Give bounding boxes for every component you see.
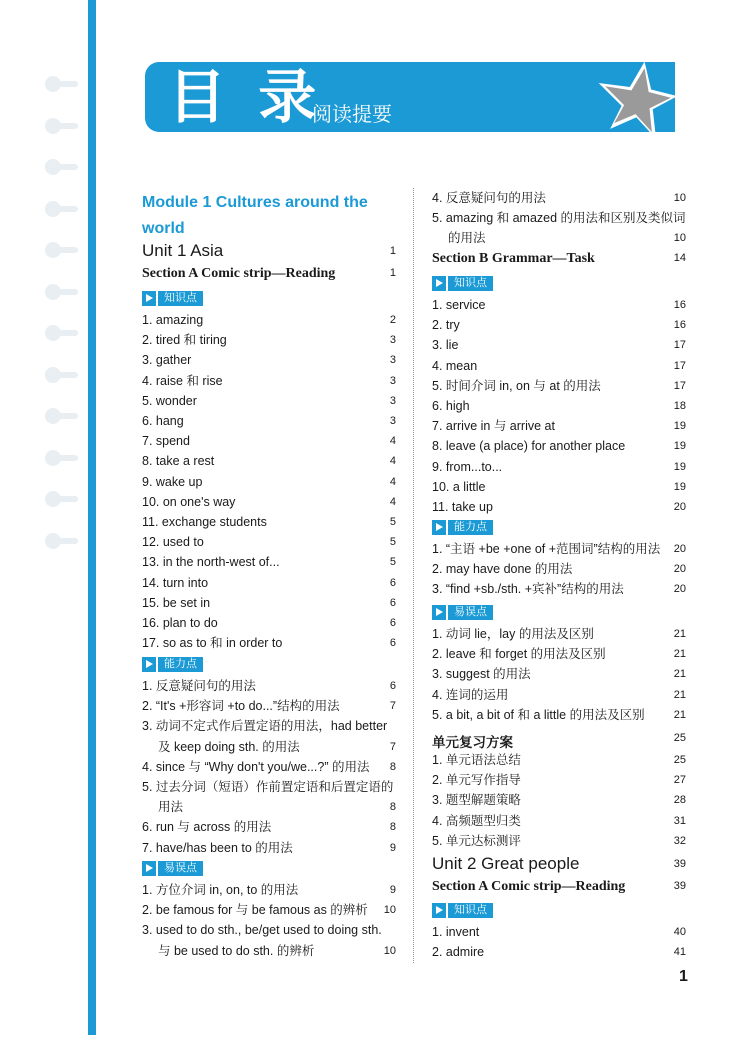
toc-entry-page: 18 [673, 400, 686, 412]
toc-entry-text: 及 keep doing sth. 的用法 [158, 739, 300, 754]
toc-entry-page: 21 [673, 708, 686, 721]
toc-entry-page: 20 [673, 583, 686, 596]
toc-entry-text: 14. turn into [142, 575, 209, 590]
toc-entry-page: 19 [673, 420, 686, 433]
toc-entry-text: 用法 [158, 800, 184, 815]
toc-entry-page: 21 [673, 648, 686, 661]
toc-entry-page: 7 [389, 700, 396, 713]
toc-entry-text: 3. suggest 的用法 [432, 667, 531, 682]
toc-entry-page: 5 [389, 556, 396, 569]
toc-entry-page: 21 [673, 628, 686, 640]
toc-entry-page: 9 [389, 841, 396, 854]
toc-entry-page: 8 [389, 801, 396, 814]
toc-entry-page: 20 [673, 501, 686, 513]
toc-entry-text: 5. 单元达标测评 [432, 833, 521, 848]
toc-entry-page: 6 [389, 576, 396, 589]
toc-entry-page: 17 [673, 339, 686, 352]
toc-entry-page: 17 [673, 359, 686, 372]
toc-entry-page: 10 [673, 232, 686, 245]
binder-ring-tail [58, 164, 78, 170]
toc-entry-text: 6. run 与 across 的用法 [142, 820, 272, 835]
toc-entry-text: 5. wonder [142, 393, 197, 408]
toc-entry-text: 1. 单元语法总结 [432, 753, 521, 767]
tag-label: 能力点 [158, 657, 203, 672]
module-heading: Module 1 Cultures around the world [142, 194, 368, 237]
section-page: 14 [673, 252, 686, 264]
toc-entry-text: 1. invent [432, 925, 480, 939]
toc-entry-text: 9. from...to... [432, 459, 503, 474]
toc-entry-text: 4. 反意疑问句的用法 [432, 191, 546, 205]
toc-entry-page: 3 [389, 354, 396, 367]
toc-entry-text: 4. mean [432, 358, 478, 373]
toc-entry-text: 与 be used to do sth. 的辨析 [158, 943, 315, 958]
toc-entry-text: 7. spend [142, 434, 190, 449]
binder-ring-tail [58, 455, 78, 461]
toc-entry-text: 5. 过去分词（短语）作前置定语和后置定语的 [142, 780, 394, 794]
toc-entry-page: 20 [673, 563, 686, 576]
tag-errors [432, 605, 493, 620]
toc-entry-page: 21 [673, 668, 686, 681]
section-page: 39 [673, 880, 686, 892]
toc-entry-text: 1. service [432, 298, 486, 312]
toc-entry-text: 5. a bit, a bit of 和 a little 的用法及区别 [432, 707, 645, 722]
toc-entry-text: 3. 题型解题策略 [432, 793, 521, 808]
toc-entry-text: 1. amazing [142, 313, 204, 327]
section-title: Section A Comic strip—Reading [142, 266, 336, 281]
toc-entry-text: 10. a little [432, 479, 486, 494]
tag-knowledge [432, 903, 493, 918]
toc-entry-text: 5. amazing 和 amazed 的用法和区别及类似词 [432, 211, 686, 226]
toc-entry-page: 17 [673, 379, 686, 392]
toc-entry-page: 28 [673, 794, 686, 807]
toc-entry-text: 3. lie [432, 338, 459, 353]
toc-entry-text: 2. may have done 的用法 [432, 562, 573, 577]
toc-entry-page: 27 [673, 774, 686, 787]
unit-title: Unit 2 Great people [432, 854, 580, 873]
accent-bar [88, 0, 96, 1035]
section-page: 1 [389, 267, 396, 279]
binder-ring-tail [58, 413, 78, 419]
toc-entry-page: 19 [673, 460, 686, 473]
toc-entry-text: 4. 连词的运用 [432, 687, 509, 702]
toc-entry-page: 4 [389, 495, 396, 508]
toc-entry-text: 16. plan to do [142, 616, 218, 630]
toc-entry-page: 10 [673, 192, 686, 204]
toc-entry-text: 13. in the north-west of... [142, 555, 280, 570]
star-icon [597, 60, 679, 142]
toc-entry-page: 8 [389, 760, 396, 773]
toc-entry-text: 1. 动词 lie，lay 的用法及区别 [432, 627, 594, 641]
toc-entry-text: 3. gather [142, 353, 192, 368]
unit-page: 39 [673, 858, 686, 870]
toc-entry-page: 6 [389, 596, 396, 609]
toc-entry-text: 2. 单元写作指导 [432, 773, 521, 788]
toc-entry-text: 3. “find +sb./sth. +宾补”结构的用法 [432, 582, 624, 597]
binder-ring-tail [58, 538, 78, 544]
binder-ring-tail [58, 247, 78, 253]
toc-entry-page: 20 [673, 543, 686, 555]
toc-entry-page: 3 [389, 394, 396, 407]
review-page: 25 [673, 732, 686, 744]
play-icon [142, 291, 156, 306]
toc-entry-text: 6. high [432, 399, 470, 413]
toc-entry-page: 5 [389, 536, 396, 549]
toc-entry-page: 10 [383, 904, 396, 917]
section-title: Section B Grammar—Task [432, 251, 595, 266]
tag-label: 易误点 [158, 861, 203, 876]
toc-entry-text: 17. so as to 和 in order to [142, 636, 283, 651]
toc-entry-page: 19 [673, 480, 686, 493]
toc-entry-text: 2. tired 和 tiring [142, 333, 227, 348]
toc-entry-text: 6. hang [142, 414, 184, 428]
toc-entry-text: 4. 高频题型归类 [432, 813, 521, 828]
toc-entry-text: 1. “主语 +be +one of +范围词”结构的用法 [432, 542, 661, 556]
toc-entry-text: 7. arrive in 与 arrive at [432, 419, 555, 434]
toc-entry-page: 3 [389, 415, 396, 427]
play-icon [142, 861, 156, 876]
toc-entry-page: 41 [673, 946, 686, 959]
toc-entry-page: 7 [389, 740, 396, 753]
toc-entry-page: 8 [389, 821, 396, 834]
toc-entry-text: 3. 动词不定式作后置定语的用法，had better [142, 719, 388, 734]
binder-ring-tail [58, 289, 78, 295]
toc-entry-page: 3 [389, 374, 396, 387]
toc-entry-page: 6 [389, 680, 396, 692]
toc-entry-page: 32 [673, 834, 686, 847]
tag-label: 能力点 [448, 520, 493, 535]
review-title: 单元复习方案 [432, 735, 513, 750]
page-number: 1 [679, 968, 688, 985]
tag-label: 知识点 [448, 276, 493, 291]
toc-entry-page: 40 [673, 926, 686, 938]
page-title: 目 录 [168, 63, 323, 131]
tag-ability [432, 520, 493, 535]
binding-strip [0, 0, 90, 1057]
binder-ring-tail [58, 81, 78, 87]
toc-entry-page: 16 [673, 319, 686, 332]
unit-title: Unit 1 Asia [142, 241, 224, 260]
tag-label: 知识点 [158, 291, 203, 306]
toc-entry-page: 6 [389, 637, 396, 650]
toc-entry-page: 10 [383, 944, 396, 957]
toc-entry-text: 11. take up [432, 500, 493, 514]
toc-entry-text: 2. “It's +形容词 +to do...”结构的用法 [142, 699, 340, 714]
tag-label: 知识点 [448, 903, 493, 918]
toc-entry-text: 2. admire [432, 945, 485, 960]
toc-entry-text: 4. since 与 “Why don't you/we...?” 的用法 [142, 759, 370, 774]
page-subtitle: 阅读提要 [312, 104, 392, 126]
play-icon [142, 657, 156, 672]
toc-entry-page: 4 [389, 435, 396, 448]
binder-ring-tail [58, 330, 78, 336]
toc-entry-text: 15. be set in [142, 595, 211, 610]
toc-entry-text: 5. 时间介词 in, on 与 at 的用法 [432, 378, 601, 393]
toc-entry-text: 1. 反意疑问句的用法 [142, 679, 256, 693]
tag-ability [142, 657, 203, 672]
binder-ring-tail [58, 123, 78, 129]
section-title: Section A Comic strip—Reading [432, 879, 626, 894]
toc-entry-page: 2 [389, 314, 396, 326]
toc-entry-text: 11. exchange students [142, 515, 267, 529]
column-divider [413, 188, 414, 963]
toc-entry-text: 4. raise 和 rise [142, 373, 223, 388]
play-icon [432, 276, 446, 291]
toc-entry-text: 2. try [432, 318, 460, 333]
toc-entry-text: 1. 方位介词 in, on, to 的用法 [142, 883, 299, 897]
toc-entry-text: 12. used to [142, 535, 204, 550]
toc-entry-text: 10. on one's way [142, 494, 236, 509]
binder-ring-tail [58, 372, 78, 378]
tag-errors [142, 861, 203, 876]
tag-knowledge [432, 276, 493, 291]
toc-entry-page: 3 [389, 334, 396, 347]
toc-entry-text: 8. take a rest [142, 454, 215, 469]
binder-ring-tail [58, 496, 78, 502]
toc-entry-page: 5 [389, 516, 396, 528]
toc-entry-page: 4 [389, 475, 396, 488]
tag-label: 易误点 [448, 605, 493, 620]
toc-entry-text: 7. have/has been to 的用法 [142, 840, 293, 855]
play-icon [432, 520, 446, 535]
toc-entry-text: 的用法 [448, 231, 486, 246]
toc-entry-text: 3. used to do sth., be/get used to doing sth. [142, 923, 382, 938]
toc-entry-text: 2. be famous for 与 be famous as 的辨析 [142, 903, 368, 918]
toc-entry-page: 19 [673, 440, 686, 453]
play-icon [432, 605, 446, 620]
toc-entry-text: 8. leave (a place) for another place [432, 439, 626, 454]
toc-entry-page: 6 [389, 617, 396, 629]
toc-entry-page: 16 [673, 299, 686, 311]
binder-ring-tail [58, 206, 78, 212]
toc-entry-page: 25 [673, 754, 686, 766]
unit-page: 1 [389, 245, 396, 257]
toc-entry-page: 4 [389, 455, 396, 468]
play-icon [432, 903, 446, 918]
toc-entry-text: 2. leave 和 forget 的用法及区别 [432, 647, 606, 662]
toc-entry-page: 31 [673, 814, 686, 827]
toc-entry-page: 9 [389, 884, 396, 896]
tag-knowledge [142, 291, 203, 306]
toc-entry-text: 9. wake up [142, 474, 203, 489]
toc-entry-page: 21 [673, 688, 686, 701]
